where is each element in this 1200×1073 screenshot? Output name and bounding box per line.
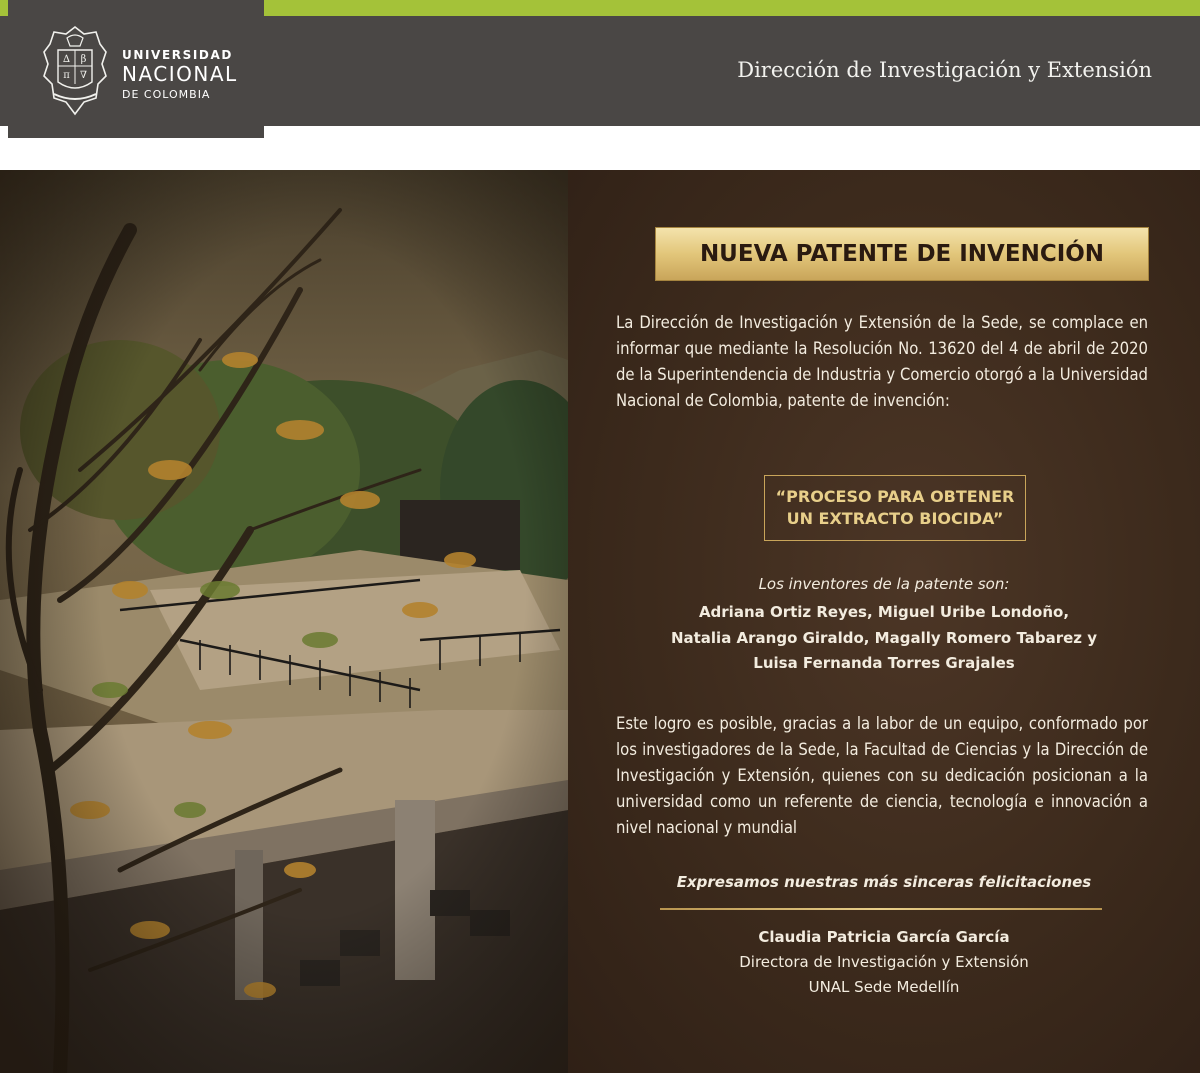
wordmark-line-3: DE COLOMBIA xyxy=(122,88,211,101)
signature-block xyxy=(568,925,1200,1000)
campus-photo xyxy=(0,170,568,1073)
wordmark-line-2: NACIONAL xyxy=(122,62,238,86)
gold-divider xyxy=(660,908,1102,910)
patent-title-line-1: “PROCESO PARA OBTENER xyxy=(775,487,1015,506)
notice-heading-banner xyxy=(656,228,1148,280)
notice-heading: NUEVA PATENTE DE INVENCIÓN xyxy=(699,241,1105,267)
inventors-heading: Los inventores de la patente son: xyxy=(758,575,1010,593)
university-crest-icon xyxy=(40,24,110,118)
signatory-role: Directora de Investigación y Extensión xyxy=(739,953,1029,971)
svg-text:∇: ∇ xyxy=(80,70,87,81)
header-title: Dirección de Investigación y Extensión xyxy=(737,58,1152,82)
achievement-paragraph: Este logro es posible, gracias a la labor de un equipo, conformado por los investigadores de la Sede, la Facultad de Ciencias y la Dirección de Investigación y Extensión, quienes con su dedicación posicionan a la universidad como un referente de ciencia, tecnología e innovación a nivel nacional y mundial xyxy=(616,714,1148,837)
inventors-line: Adriana Ortiz Reyes, Miguel Uribe Londoño, xyxy=(698,603,1070,621)
wordmark-line-1: UNIVERSIDAD xyxy=(122,48,233,62)
inventors-list xyxy=(568,600,1200,677)
announcement-panel xyxy=(568,170,1200,1073)
svg-text:β: β xyxy=(80,54,87,65)
campus-photo-illustration xyxy=(0,170,568,1073)
intro-paragraph: La Dirección de Investigación y Extensión de la Sede, se complace en informar que mediante la Resolución No. 13620 del 4 de abril de 2020 de la Superintendencia de Industria y Comercio otorgó a la Universidad Nacional de Colombia, patente de invención: xyxy=(616,313,1148,410)
svg-text:π: π xyxy=(63,70,70,81)
logo-block xyxy=(8,0,264,138)
signatory-organization: UNAL Sede Medellín xyxy=(808,978,960,996)
congratulations-line: Expresamos nuestras más sinceras felicitaciones xyxy=(676,873,1092,891)
inventors-line: Natalia Arango Giraldo, Magally Romero Tabarez y xyxy=(670,628,1098,647)
patent-title-line-2: UN EXTRACTO BIOCIDA” xyxy=(786,509,1004,528)
patent-title-box xyxy=(764,475,1026,541)
signatory-name: Claudia Patricia García García xyxy=(758,928,1010,946)
inventors-line: Luisa Fernanda Torres Grajales xyxy=(753,654,1015,672)
svg-text:∆: ∆ xyxy=(63,54,70,65)
